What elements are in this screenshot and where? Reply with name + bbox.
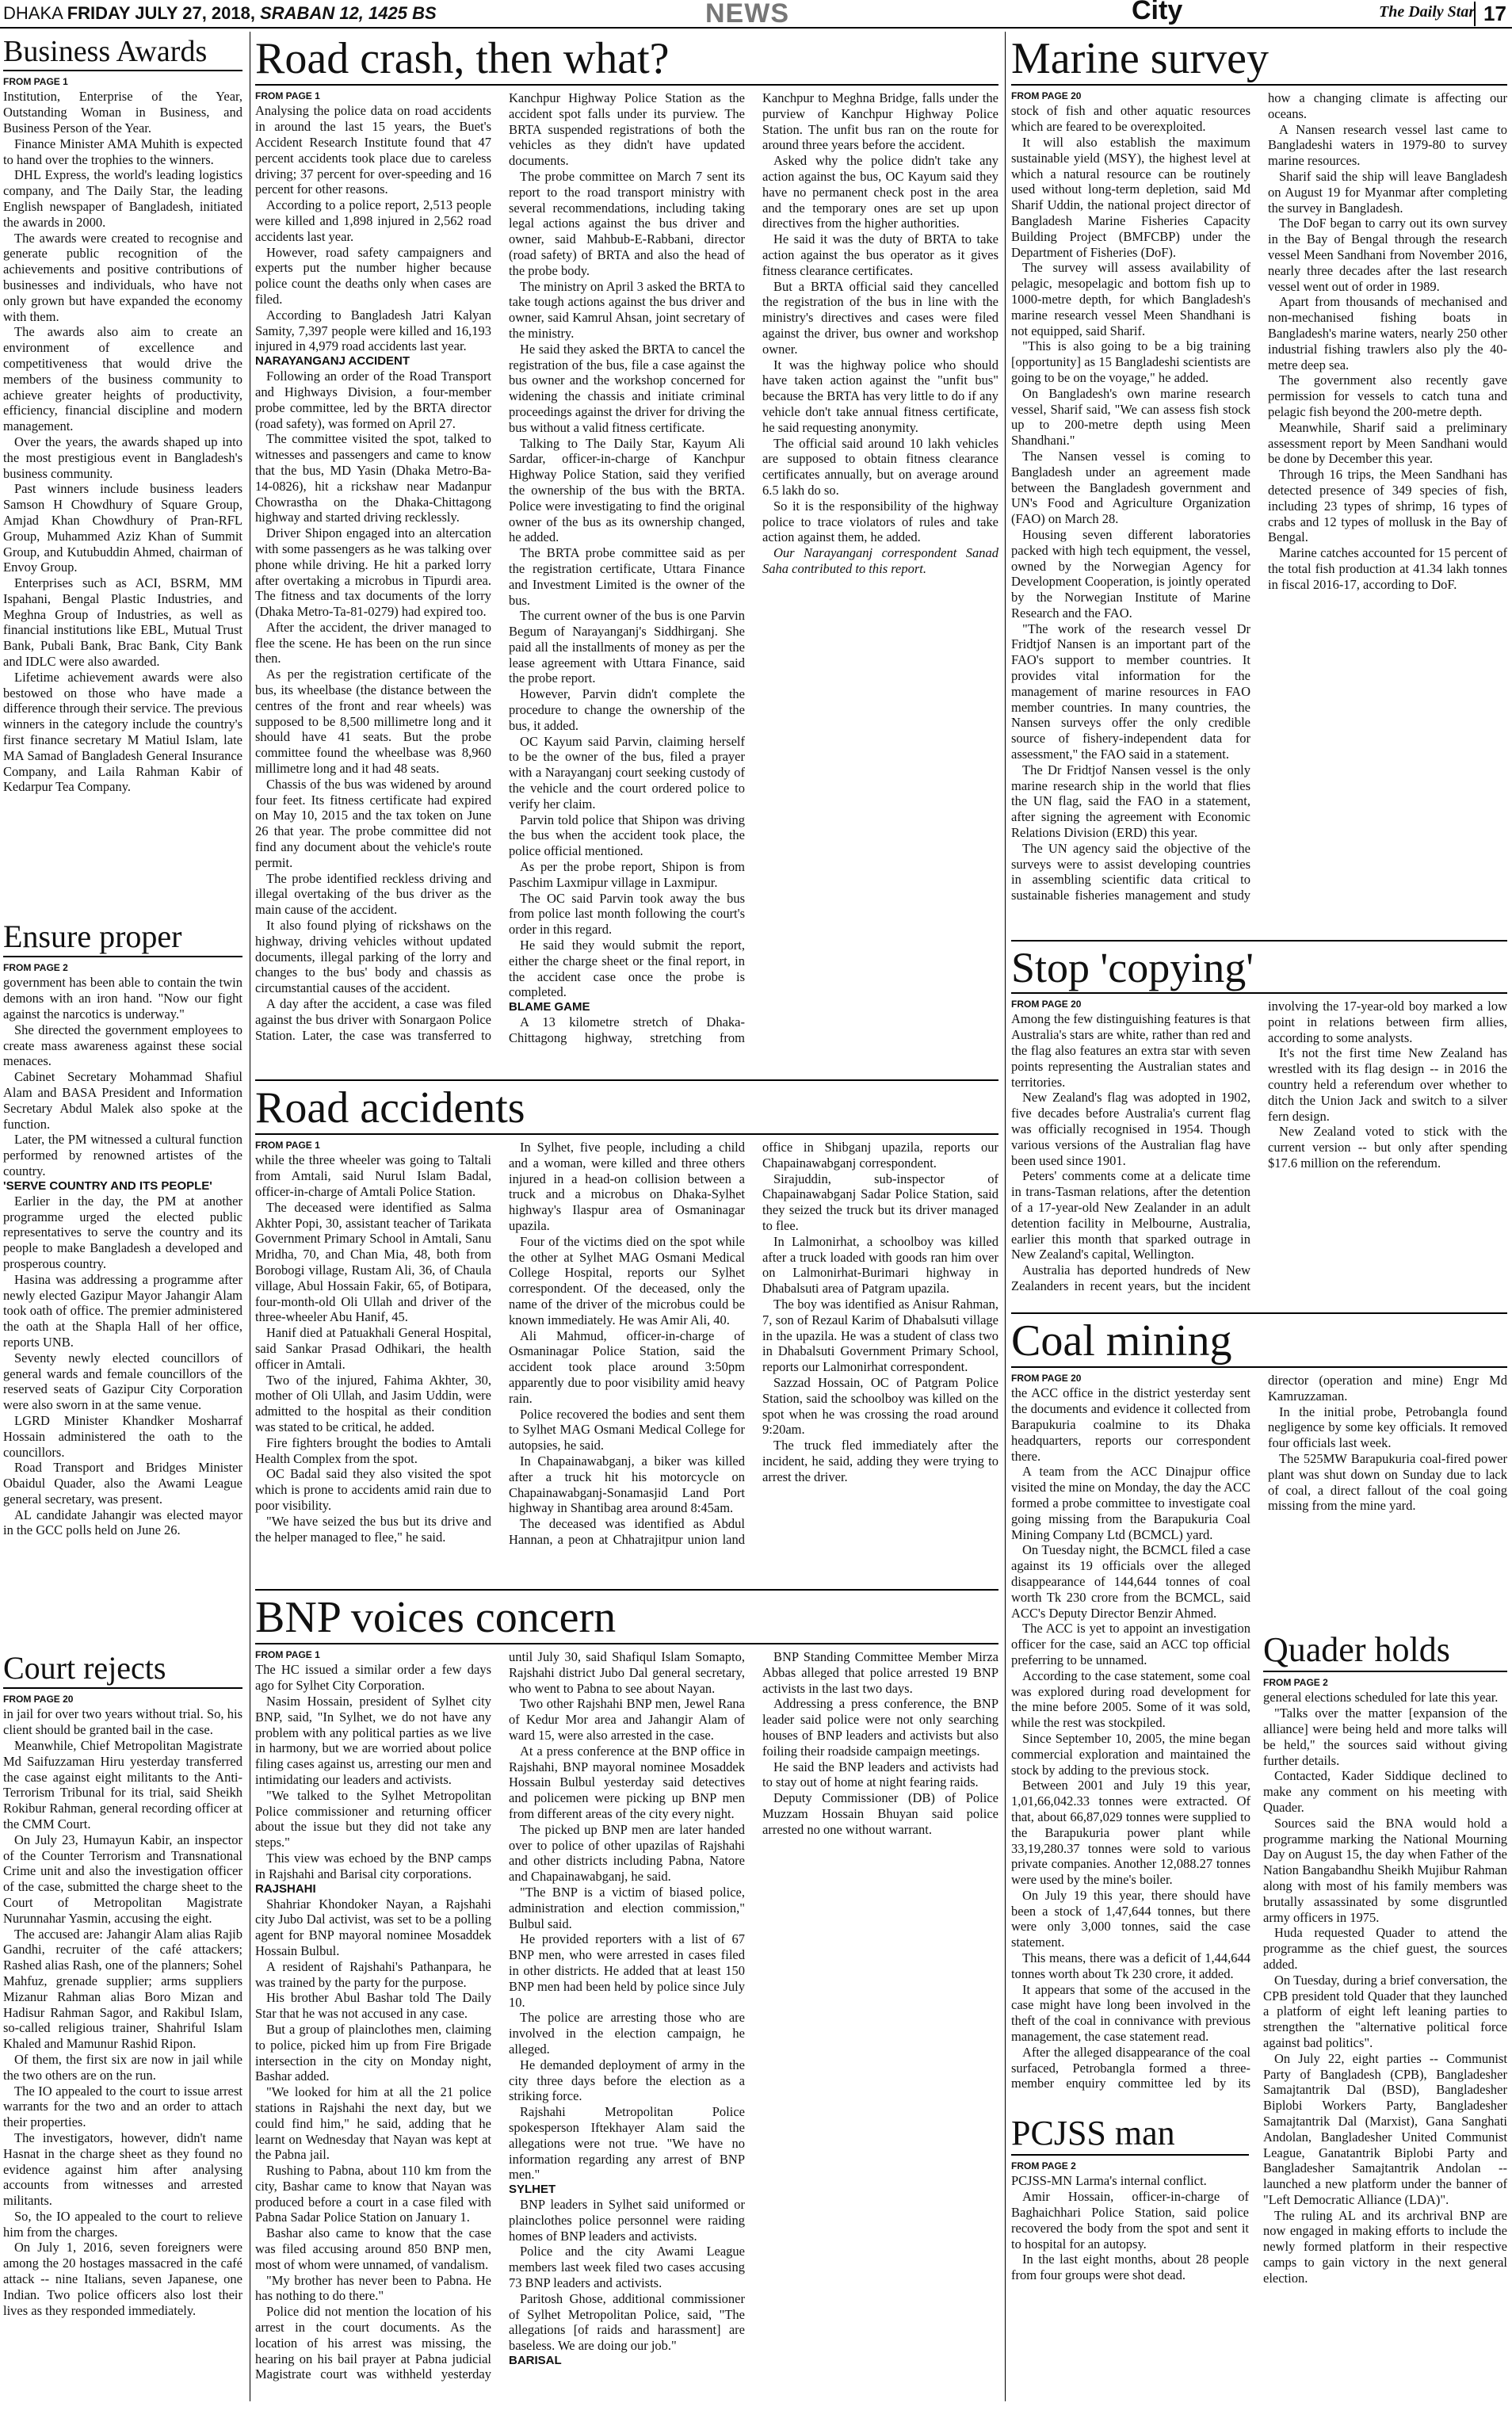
- paragraph: The picked up BNP men are later handed over to police of other upazilas of Rajshahi and other districts including Pabna, Natore and Chapainawabganj, he said.: [509, 1821, 745, 1885]
- paragraph: Sirajuddin, sub-inspector of Chapainawabganj Sadar Police Station, said they seized the truck but its driver managed to flee.: [762, 1171, 998, 1233]
- from-page-label: FROM PAGE 20: [1011, 999, 1082, 1010]
- subhead: SYLHET: [509, 2183, 556, 2197]
- paragraph: According to the case statement, some coal was explored during road development for the mine before 2005. Some of it was sold, while the rest was stockpiled.: [1011, 1667, 1250, 1731]
- story-ensure-proper: [3, 921, 242, 1646]
- paragraph: Road Transport and Bridges Minister Obaidul Quader, also the Awami League general secretary, was present.: [3, 1460, 242, 1507]
- paragraph: The ACC is yet to appoint an investigation officer for the case, said an ACC top official preferring to be unnamed.: [1011, 1621, 1250, 1667]
- paragraph: The probe identified reckless driving and illegal overtaking of the bus driver as the main cause of the accident.: [255, 870, 491, 918]
- story-body: [255, 1649, 998, 2394]
- paragraph: "Talks over the matter [expansion of the alliance] were being held and more talks will be held," the sources said without giving further details.: [1263, 1705, 1507, 1768]
- paragraph: In Sylhet, five people, including a child and a woman, were killed and three others injured in a head-on collision between a truck and a microbus on Dhaka-Sylhet highway's Ilaspur area of Osmaninagar upazila.: [509, 1140, 745, 1233]
- headline: Road accidents: [255, 1083, 525, 1133]
- paragraph: In the last eight months, about 28 people from four groups were shot dead.: [1011, 2252, 1249, 2283]
- paragraph: Amir Hossain, officer-in-charge of Baghaichhari Police Station, said police recovered the body from the spot and sent it to hospital for an autopsy.: [1011, 2189, 1249, 2252]
- from-page-label: FROM PAGE 1: [255, 1649, 320, 1660]
- paragraph: Two other Rajshahi BNP men, Jewel Rana of Kedur Mor area and Jahangir Alam of ward 15, were also arrested in the case.: [509, 1696, 745, 1743]
- from-page-label: FROM PAGE 1: [255, 1140, 320, 1151]
- paragraph: OC Kayum said Parvin, claiming herself to be the owner of the bus, filed a prayer with a Narayanganj court seeking custody of the vehicle and the court ordered police to verify her claim.: [509, 733, 745, 812]
- story-bnp-voices-concern: [255, 1589, 998, 2405]
- paragraph: Peters' comments come at a delicate time in trans-Tasman relations, after the detention of a 17-year-old New Zealander in an adult detention facility in Melbourne, Australia, earlier this month that sparked outrage in New Zealand's capital, Wellington.: [1011, 1168, 1250, 1262]
- paragraph: AL candidate Jahangir was elected mayor in the GCC polls held on June 26.: [3, 1507, 242, 1538]
- paragraph: The current owner of the bus is one Parvin Begum of Narayanganj's Siddhirganj. She paid all the installments of money as per the lease agreement with Uttara Finance, said the probe report.: [509, 608, 745, 686]
- subhead: BARISAL: [509, 2354, 562, 2368]
- paragraph: Nasim Hossain, president of Sylhet city BNP, said, "In Sylhet, we do not have any problem with any political parties as we live in harmony, but we are worried about police filing cases against us, arresting our men and intimidating our leaders and activists.: [255, 1693, 491, 1787]
- paragraph: stock of fish and other aquatic resources which are feared to be overexploited.: [1011, 103, 1250, 135]
- paragraph: The Dr Fridtjof Nansen vessel is the only marine research ship in the world that flies the UN flag, said the FAO in a statement, after signing the agreement with Economic Relations Division (ERD) this year.: [1011, 762, 1250, 841]
- story-body: [1011, 999, 1507, 1296]
- dateline-city: DHAKA: [3, 3, 63, 23]
- from-page-label: FROM PAGE 2: [1263, 1677, 1328, 1688]
- paragraph: So it is the responsibility of the highway police to trace violators of rules and take action against them, he added.: [762, 498, 998, 545]
- paragraph: In the initial probe, Petrobangla found negligence by some key officials. It removed four officials last week.: [1268, 1404, 1507, 1451]
- paragraph: Driver Shipon engaged into an altercation with some passengers as he was talking over phone while driving. He hit a parked lorry after overtaking a microbus in Tipurdi area. The fitness and tax documents of the lorry (Dhaka Metro-Ta-81-0279) had expired too.: [255, 525, 491, 620]
- paragraph: In Lalmonirhat, a schoolboy was killed after a truck loaded with goods ran him over on Lalmonirhat-Burimari highway in Dhabalsuti area of Patgram upazila.: [762, 1233, 998, 1297]
- paper-name: The Daily Star: [1379, 3, 1476, 21]
- paragraph: Police recovered the bodies and sent them to Sylhet MAG Osmani Medical College for autopsies, he said.: [509, 1406, 745, 1453]
- paragraph: He said they would submit the report, either the charge sheet or the final report, in the accident case once the probe is completed.: [509, 938, 745, 1000]
- paragraph: Marine catches accounted for 15 percent of the total fish production at 41.34 lakh tonnes in fiscal 2016-17, according to DoF.: [1268, 545, 1507, 592]
- paragraph: Chassis of the bus was widened by around four feet. Its fitness certificate had expired on May 10, 2015 and the tax token on June 26 that year. The probe committee did not find any document about the vehicle's route permit.: [255, 776, 491, 870]
- from-page-line: [3, 76, 242, 87]
- paragraph: The OC said Parvin took away the bus from police last month following the court's order in this regard.: [509, 890, 745, 938]
- paragraph: Between 2001 and July 19 this year, 1,01,66,042.33 tonnes were extracted. Of that, about 66,87,029 tonnes were supplied to the Barapukuria power plant while 33,19,280.37 tonnes were sold to various private companies. Another 12,088.27 tonnes were used by the mine's boiler.: [1011, 1778, 1250, 1888]
- paragraph: The Nansen vessel is coming to Bangladesh under an agreement made between the Bangladesh government and UN's Food and Agriculture Organization (FAO) on March 28.: [1011, 448, 1250, 527]
- story-body: [255, 90, 998, 1053]
- paragraph: On July 23, Humayun Kabir, an inspector of the Counter Terrorism and Transnational Crime unit and also the investigation officer of the case, submitted the charge sheet to the Court of Metropolitan Magistrate Nurunnahar Yasmin, accusing the eight.: [3, 1832, 242, 1926]
- byline-credit: Our Narayanganj correspondent Sanad Saha contributed to this report.: [762, 545, 998, 576]
- paragraph: The IO appealed to the court to issue arrest warrants for the two and an order to attach their properties.: [3, 2083, 242, 2130]
- headline: Marine survey: [1011, 36, 1270, 83]
- paragraph: The truck fled immediately after the incident, he said, adding they were trying to arrest the driver.: [762, 1438, 998, 1484]
- headline: Road crash, then what?: [255, 36, 670, 83]
- from-page-label: FROM PAGE 20: [1011, 90, 1082, 101]
- paragraph: Through 16 trips, the Meen Sandhani has detected presence of 349 species of fish, including 23 types of shrimp, 16 types of crabs and 12 types of mollusk in the Bay of Bengal.: [1268, 467, 1507, 545]
- paragraph: As per the probe report, Shipon is from Paschim Laxmipur village in Laxmipur.: [509, 859, 745, 890]
- section-city: City: [1132, 0, 1183, 25]
- paragraph: But a BRTA official said they cancelled the registration of the bus in line with the ministry's directives and cases were filed against the driver, bus owner and workshop owner.: [762, 278, 998, 357]
- paragraph: After the alleged disappearance of the coal surfaced, Petrobangla formed a three-member enquiry committee led by its director (operation and mine) Engr Md Kamruzzaman.: [1011, 1373, 1507, 2091]
- story-pcjss-man: [1011, 2116, 1249, 2405]
- paragraph: BNP Standing Committee Member Mirza Abbas alleged that police arrested 19 BNP activists in the last two days.: [762, 1649, 998, 1696]
- story-body: [3, 76, 242, 795]
- paragraph: LGRD Minister Khandker Mosharraf Hossain administered the oath to the councillors.: [3, 1412, 242, 1460]
- paragraph: Deputy Commissioner (DB) of Police Muzzam Hossain Bhuyan said police arrested no one without warrant.: [762, 1790, 998, 1837]
- from-page-line: [3, 962, 242, 973]
- paragraph: The awards also aim to create an environment of excellence and competitiveness that would drive the members of the business community to achieve greater heights of productivity, efficiency, financial discipline and modern management.: [3, 324, 242, 434]
- paragraph: He said the BNP leaders and activists had to stay out of home at night fearing raids.: [762, 1759, 998, 1790]
- paragraph: New Zealand's flag was adopted in 1902, five decades before Australia's current flag was officially recognised in 1954. Though various versions of the Australian flag have been used since 1901.: [1011, 1090, 1250, 1168]
- paragraph: According to Bangladesh Jatri Kalyan Samity, 7,397 people were killed and 16,193 injured in 4,979 road accidents last year.: [255, 307, 491, 354]
- paragraph: DHL Express, the world's leading logistics company, and The Daily Star, the leading English newspaper of Bangladesh, initiated the awards in 2000.: [3, 167, 242, 230]
- paragraph: A 13 kilometre stretch of Dhaka-Chittagong highway, stretching from Kanchpur to Meghna Bridge, falls under the purview of Kanchpur Highway Police Station. The unfit bus ran on the route for around three years before the accident.: [509, 90, 998, 1046]
- paragraph: New Zealand voted to stick with the current version -- but only after spending $17.6 million on the referendum.: [1268, 1124, 1507, 1171]
- from-page-line: [3, 1694, 242, 1705]
- from-page-line: [255, 1140, 491, 1151]
- page-number: 17: [1474, 2, 1506, 26]
- dateline: [3, 3, 437, 24]
- paragraph: Paritosh Ghose, additional commissioner of Sylhet Metropolitan Police, said, "The allegations [of raids and harassment] are baseless. We are doing our job.": [509, 2290, 745, 2354]
- paragraph: Police did not mention the location of his arrest in the court documents. As the location of his arrest was missing, the hearing on his bail prayer at Pabna judicial Magistrate court was withheld yesterday until July 30, said Shafiqul Islam Somapto, Rajshahi district Jubo Dal general secretary, who went to Pabna to see about Nayan.: [255, 1649, 745, 2382]
- section-news: NEWS: [705, 0, 789, 29]
- paragraph: Four of the victims died on the spot while the other at Sylhet MAG Osmani Medical College Hospital, reports our Sylhet correspondent. Of the deceased, only the name of the driver of the microbus could be known immediately. He was Amir Ali, 40.: [509, 1233, 745, 1327]
- paragraph: "The BNP is a victim of biased police, administration and election commission," Bulbul said.: [509, 1884, 745, 1931]
- paragraph: So, the IO appealed to the court to relieve him from the charges.: [3, 2208, 242, 2240]
- paragraph: Rushing to Pabna, about 110 km from the city, Bashar came to know that Nayan was produced before a court in a case filed with Pabna Sadar Police Station on January 1.: [255, 2163, 491, 2225]
- paragraph: government has been able to contain the twin demons with an iron hand. "Now our fight against the narcotics is underway.": [3, 975, 242, 1022]
- paragraph: A day after the accident, a case was filed against the bus driver with Sonargaon Police Station. Later, the case was transferred to Kanchpur Highway Police Station as the accident spot falls under its purview. The BRTA suspended registrations of both the vehicles as they didn't have updated documents.: [255, 90, 745, 1043]
- paragraph: Since September 10, 2005, the mine began commercial exploration and maintained the stock by adding to the previous stock.: [1011, 1730, 1250, 1778]
- paragraph: After the accident, the driver managed to flee the scene. He has been on the run since then.: [255, 619, 491, 667]
- paragraph: It appears that some of the accused in the case might have long been involved in the theft of the coal in connivance with previous management, the case statement read.: [1011, 1981, 1250, 2045]
- story-body: [1011, 2160, 1249, 2283]
- paragraph: Rajshahi Metropolitan Police spokesperson Iftekhayer Alam said the allegations were not true. "We have no information regarding any arrest of BNP men.": [509, 2104, 745, 2183]
- paragraph: BNP leaders in Sylhet said uniformed or plainclothes police personnel were raiding homes of BNP leaders and activists.: [509, 2197, 745, 2244]
- from-page-line: [1011, 2160, 1249, 2171]
- paragraph: Meanwhile, Sharif said a preliminary assessment report by Meen Sandhani would be done by December this year.: [1268, 419, 1507, 467]
- paragraph: Sources said the BNA would hold a programme marking the National Mourning Day on August 15, the day when Father of the Nation Bangabandhu Sheikh Mujibur Rahman along with most of his family members was brutally assassinated by some disgruntled army officers in 1975.: [1263, 1815, 1507, 1925]
- paragraph: The HC issued a similar order a few days ago for Sylhet City Corporation.: [255, 1662, 491, 1694]
- paragraph: The official said around 10 lakh vehicles are supposed to obtain fitness clearance certificates annually, but on average around 6.5 lakh do so.: [762, 435, 998, 498]
- paragraph: Contacted, Kader Siddique declined to make any comment on his meeting with Quader.: [1263, 1768, 1507, 1815]
- paragraph: Ali Mahmud, officer-in-charge of Osmaninagar Police Station, said the accident took place around 3:50pm apparently due to poor visibility amid heavy rain.: [509, 1327, 745, 1406]
- from-page-label: FROM PAGE 20: [1011, 1373, 1082, 1384]
- paragraph: The deceased were identified as Salma Akhter Popi, 30, assistant teacher of Tarikata Government Primary School in Amtali, Sanu Mridha, 70, and Chan Mia, 48, both from Borobogi village, Rustam Ali, 36, of Chaula village, Abul Hossain Fakir, 65, of Botipara, four-month-old Oli Ullah and driver of the three-wheeler Abu Hanif, 45.: [255, 1199, 491, 1325]
- story-body: [1011, 90, 1507, 919]
- paragraph: Hanif died at Patuakhali General Hospital, said Sankar Prasad Odhikari, the health officer in Amtali.: [255, 1325, 491, 1372]
- headline: Quader holds: [1263, 1633, 1450, 1669]
- paragraph: Meanwhile, Chief Metropolitan Magistrate Md Saifuzzaman Hiru yesterday transferred the case against eight militants to the Anti-Terrorism Tribunal for its trial, said Sheikh Rokibur Rahman, general recording officer at the CMM Court.: [3, 1737, 242, 1832]
- paragraph: On Bangladesh's own marine research vessel, Sharif said, "We can assess fish stock up to 200-metre depth using Meen Shandhani.": [1011, 385, 1250, 449]
- paragraph: Of them, the first six are now in jail while the two others are on the run.: [3, 2051, 242, 2083]
- from-page-line: [1011, 1373, 1250, 1384]
- paragraph: Housing seven different laboratories packed with high tech equipment, the vessel, owned by the Norwegian Agency for Development Cooperation, is jointly operated by the Norwegian Institute of Marine Research and the FAO.: [1011, 526, 1250, 621]
- story-road-accidents: [255, 1079, 998, 1579]
- paragraph: In Chapainawabganj, a biker was killed after a truck hit his motorcycle on Chapainawabganj-Sonamasjid Land Port highway in Shantibag area around 8:45am.: [509, 1453, 745, 1516]
- paragraph: The DoF began to carry out its own survey in the Bay of Bengal through the research vessel Meen Sandhani from November 2016, nearly three decades after the last research vessel went out of order in 1989.: [1268, 216, 1507, 294]
- paragraph: "We talked to the Sylhet Metropolitan Police commissioner and returning officer about the issue but they did not take any steps.": [255, 1787, 491, 1851]
- paragraph: Asked why the police didn't take any action against the bus, OC Kayum said they have no permanent check post in the area and the temporary ones are set up upon directives from the higher authorities.: [762, 153, 998, 231]
- from-page-label: FROM PAGE 1: [255, 90, 320, 101]
- from-page-line: [255, 90, 491, 101]
- story-body: [255, 1140, 998, 1568]
- paragraph: It will also establish the maximum sustainable yield (MSY), the highest level at which a natural resource can be routinely used without long-term depletion, said Md Sharif Uddin, the national project director of Bangladesh Marine Fisheries Capacity Building Project (BMFCBP) under the Department of Fisheries (DoF).: [1011, 134, 1250, 260]
- paragraph: Two of the injured, Fahima Akhter, 30, mother of Oli Ullah, and Jasim Uddin, were admitted to the hospital as their condition was stated to be critical, he added.: [255, 1372, 491, 1434]
- paragraph: A resident of Rajshahi's Pathanpara, he was trained by the party for the purpose.: [255, 1958, 491, 1990]
- paragraph: According to a police report, 2,513 people were killed and 1,898 injured in 2,562 road accidents last year.: [255, 197, 491, 244]
- from-page-line: [255, 1649, 491, 1660]
- paragraph: "The work of the research vessel Dr Fridtjof Nansen is an important part of the FAO's support to member countries. It provides vital information for the management of marine resources in FAO member countries. In many countries, the Nansen surveys offer the only credible source of fishery-independent data for assessment," the FAO said in a statement.: [1011, 621, 1250, 762]
- paragraph: It's not the first time New Zealand has wrestled with its flag design -- in 2016 the country held a referendum over whether to ditch the Union Jack and switch to a silver fern design.: [1268, 1045, 1507, 1124]
- paragraph: Parvin told police that Shipon was driving the bus when the accident took place, the police official mentioned.: [509, 812, 745, 859]
- paragraph: Over the years, the awards shaped up into the most prestigious event in Bangladesh's business community.: [3, 434, 242, 481]
- paragraph: The police are arresting those who are involved in the election campaign, he alleged.: [509, 2010, 745, 2057]
- paragraph: Hasina was addressing a programme after newly elected Gazipur Mayor Jahangir Alam took oath of office. The premier administered the oath at the Shapla Hall of her office, reports UNB.: [3, 1271, 242, 1350]
- paragraph: Sazzad Hossain, OC of Patgram Police Station, said the schoolboy was killed on the spot when he was crossing the road around 9:20am.: [762, 1374, 998, 1438]
- paragraph: He demanded deployment of army in the city three days before the election as a striking force.: [509, 2057, 745, 2104]
- dateline-bs: SRABAN 12, 1425 BS: [260, 3, 437, 23]
- paragraph: A Nansen research vessel last came to Bangladeshi waters in 1979-80 to survey marine resources.: [1268, 121, 1507, 169]
- paragraph: The investigators, however, didn't name Hasnat in the charge sheet as they found no evidence against him after analysing accounts from witnesses and arrested militants.: [3, 2129, 242, 2209]
- paragraph: Shahriar Khondoker Nayan, a Rajshahi city Jubo Dal activist, was set to be a polling agent for BNP mayoral nominee Mosaddek Hossain Bulbul.: [255, 1896, 491, 1958]
- subhead: NARAYANGANJ ACCIDENT: [255, 354, 410, 369]
- paragraph: At a press conference at the BNP office in Rajshahi, BNP mayoral nominee Mosaddek Hossain Bulbul yesterday said detectives and policemen were picking up BNP men from different areas of the city every night.: [509, 1743, 745, 1821]
- paragraph: Australia has deported hundreds of New Zealanders in recent years, but the incident involving the 17-year-old boy marked a low point in relations between firm allies, according to some analysts.: [1011, 999, 1507, 1293]
- story-body: [1263, 1677, 1507, 2286]
- paragraph: This view was echoed by the BNP camps in Rajshahi and Barisal city corporations.: [255, 1850, 491, 1881]
- story-body: [3, 1694, 242, 2318]
- from-page-label: FROM PAGE 2: [1011, 2160, 1076, 2171]
- story-marine-survey: [1011, 36, 1507, 932]
- paragraph: Fire fighters brought the bodies to Amtali Health Complex from the spot.: [255, 1434, 491, 1466]
- paragraph: It was the highway police who should have taken action against the "unfit bus" because the BRTA has very little to do if any vehicle don't take annual fitness certificate, he said requesting anonymity.: [762, 357, 998, 435]
- paragraph: "We have seized the bus but its drive and the helper managed to flee," he said.: [255, 1513, 491, 1545]
- paragraph: Talking to The Daily Star, Kayum Ali Sardar, officer-in-charge of Kanchpur Highway Police Station, said they verified the ownership of the bus with the BRTA. Police were investigating to find the original owner of the bus as its ownership changed, he added.: [509, 435, 745, 545]
- story-road-crash: [255, 36, 998, 1067]
- story-court-rejects: [3, 1652, 242, 2405]
- paragraph: "We looked for him at all the 21 police stations in Rajshahi the next day, but we could find him," he said, adding that he learnt on Wednesday that Nayan was kept at the Pabna jail.: [255, 2084, 491, 2163]
- paragraph: Finance Minister AMA Muhith is expected to hand over the trophies to the winners.: [3, 136, 242, 167]
- paragraph: It also found plying of rickshaws on the highway, driving vehicles without updated documents, illegal parking of the lorry and changes to the bus' body and chassis as circumstantial causes of the accident.: [255, 918, 491, 996]
- from-page-label: FROM PAGE 1: [3, 76, 68, 87]
- subhead: RAJSHAHI: [255, 1881, 316, 1896]
- from-page-line: [1011, 90, 1250, 101]
- paragraph: As per the registration certificate of the bus, its wheelbase (the distance between the centres of the front and rear wheels) was supposed to be 8,500 millimetre long and it should have 41 seats. But the probe committee found the wheelbase was 8,960 millimetre long and it had 48 seats.: [255, 667, 491, 777]
- paragraph: The 525MW Barapukuria coal-fired power plant was shut down on Sunday due to lack of coal, a direct fallout of the coal going missing from the mine yard.: [1268, 1450, 1507, 1514]
- story-business-awards: [3, 36, 242, 912]
- headline: PCJSS man: [1011, 2116, 1175, 2152]
- from-page-line: [1011, 999, 1250, 1010]
- paragraph: The survey will assess availability of pelagic, mesopelagic and bottom fish up to 1000-metre depth, for which Bangladesh's marine research vessel Meen Shandhani is not equipped, said Sharif.: [1011, 260, 1250, 338]
- paragraph: She directed the government employees to create mass awareness against these social menaces.: [3, 1022, 242, 1069]
- paragraph: Later, the PM witnessed a cultural function performed by renowned artistes of the country.: [3, 1132, 242, 1178]
- dateline-date: FRIDAY JULY 27, 2018,: [67, 3, 255, 23]
- paragraph: The ministry on April 3 asked the BRTA to take tough actions against the bus driver and owner, said Kamrul Ahsan, joint secretary of the ministry.: [509, 278, 745, 341]
- subhead: 'SERVE COUNTRY AND ITS PEOPLE': [3, 1178, 212, 1193]
- page-masthead: [0, 0, 1512, 29]
- paragraph: Lifetime achievement awards were also bestowed on those who have made a difference through their service. The previous winners in the category include the country's first finance secretary M Matiul Islam, late MA Samad of Bangladesh General Insurance Company, and Laila Rahman Kabir of Kedarpur Tea Company.: [3, 669, 242, 795]
- paragraph: This means, there was a deficit of 1,44,644 tonnes worth about Tk 230 crore, it added.: [1011, 1950, 1250, 1981]
- paragraph: He said they asked the BRTA to cancel the registration of the bus, file a case against the bus owner and the workshop concerned for widening the chassis and initiate criminal proceedings against the driver for driving the bus without a valid fitness certificate.: [509, 341, 745, 435]
- paragraph: However, Parvin didn't complete the procedure to change the ownership of the bus, it added.: [509, 686, 745, 733]
- from-page-label: FROM PAGE 2: [3, 962, 68, 973]
- paragraph: general elections scheduled for late this year.: [1263, 1690, 1499, 1705]
- paragraph: Sharif said the ship will leave Bangladesh on August 19 for Myanmar after completing the survey in Bangladesh.: [1268, 168, 1507, 216]
- paragraph: His brother Abul Bashar told The Daily Star that he was not accused in any case.: [255, 1990, 491, 2022]
- headline: Coal mining: [1011, 1316, 1232, 1366]
- story-stop-copying: [1011, 940, 1507, 1304]
- paragraph: He provided reporters with a list of 67 BNP men, who were arrested in cases filed in other districts. He added that at least 150 BNP men had been held by police since July 10.: [509, 1931, 745, 2010]
- paragraph: Institution, Enterprise of the Year, Outstanding Woman in Business, and Business Person of the Year.: [3, 89, 242, 136]
- paragraph: On July 22, eight parties -- Communist Party of Bangladesh (CPB), Bangladesher Samajtantrik Dal (BSD), Bangladesher Biplobi Workers Party, Bangladesher Samajtantrik Dal (Marxist), Gana Sanghati Andolan, Bangladesher United Communist League, Ganatantrik Biplobi Party and Bangladesher Samajtantrik Andolan -- launched a new platform under the banner of "Left Democratic Alliance (LDA)".: [1263, 2050, 1507, 2207]
- subhead: BLAME GAME: [509, 1000, 590, 1014]
- paragraph: The accused are: Jahangir Alam alias Rajib Gandhi, recruiter of the café attackers; Rashed alias Rash, one of the planners; Sohel Mahfuz, grenade supplier; arms suppliers Mizanur Rahman alias Boro Mizan and Hadisur Rahman Sagor, and Rakibul Islam, so-called religious trainer, Shahriful Islam Khaled and Mamunur Rashid Ripon.: [3, 1926, 242, 2052]
- paragraph: Analysing the police data on road accidents in around the last 15 years, the Buet's Accident Research Institute found that 47 percent accidents took place due to careless driving; 37 percent for over-speeding and 16 percent for other reasons.: [255, 103, 491, 197]
- headline: Stop 'copying': [1011, 944, 1254, 991]
- paragraph: Among the few distinguishing features is that Australia's stars are white, rather than red and the flag also features an extra star with seven points representing the Australian states and territories.: [1011, 1011, 1250, 1090]
- paragraph: while the three wheeler was going to Taltali from Amtali, said Nurul Islam Badal, officer-in-charge of Amtali Police Station.: [255, 1152, 491, 1199]
- paragraph: The deceased was identified as Abdul Hannan, a peon at Chhatrajitpur union land office in Shibganj upazila, reports our Chapainawabganj correspondent.: [509, 1140, 998, 1547]
- paragraph: A team from the ACC Dinajpur office visited the mine on Monday, the day the ACC formed a probe committee to investigate coal going missing from the Barapukuria Coal Mining Company Ltd (BCMCL) yard.: [1011, 1464, 1250, 1542]
- paragraph: On Tuesday night, the BCMCL filed a case against its 19 officials over the alleged disappearance of 144,644 tonnes of coal worth Tk 230 crore from the BCMCL, said ACC's Deputy Director Benzir Ahmed.: [1011, 1542, 1250, 1621]
- paragraph: The UN agency said the objective of the surveys were to assist developing countries in assembling scientific data critical to sustainable fisheries management and study how a changing climate is affecting our oceans.: [1011, 90, 1507, 903]
- paragraph: On July 1, 2016, seven foreigners were among the 20 hostages massacred in the café attack -- nine Italians, seven Japanese, one Indian. Two police officers also lost their lives as they responded immediately.: [3, 2240, 242, 2318]
- paragraph: Police and the city Awami League members last week filed two cases accusing 73 BNP leaders and activists.: [509, 2244, 745, 2291]
- paragraph: However, road safety campaigners and experts put the number higher because police count the deaths only when cases are filed.: [255, 244, 491, 307]
- headline: Business Awards: [3, 36, 208, 68]
- paragraph: the ACC office in the district yesterday sent the documents and evidence it collected from Barapukuria coalmine to its Dhaka headquarters, reports our correspondent there.: [1011, 1385, 1250, 1464]
- paragraph: The awards were created to recognise and generate public recognition of the achievements and positive contributions of businesses and individuals, who have not only grown but have expanded the economy with them.: [3, 230, 242, 324]
- paragraph: Earlier in the day, the PM at another programme urged the elected public representatives to serve the country and its people to make Bangladesh a developed and prosperous country.: [3, 1193, 242, 1271]
- paragraph: Bashar also came to know that the case was filed accusing around 850 BNP men, most of whom were unnamed, of vandalism.: [255, 2225, 491, 2272]
- paragraph: The boy was identified as Anisur Rahman, 7, son of Rezaul Karim of Dhabalsuti village in the upazila. He was a student of class two in Dhabalsuti Government Primary School, reports our Lalmonirhat correspondent.: [762, 1296, 998, 1375]
- paragraph: Huda requested Quader to attend the programme as the chief guest, the sources added.: [1263, 1925, 1507, 1972]
- paragraph: The probe committee on March 7 sent its report to the road transport ministry with several recommendations, including taking legal actions against the bus driver and owner, said Mahbub-E-Rabbani, director (road safety) of BRTA and also the head of the probe body.: [509, 168, 745, 278]
- paragraph: OC Badal said they also visited the spot which is prone to accidents amid rain due to poor visibility.: [255, 1466, 491, 1513]
- paragraph: in jail for over two years without trial. So, his client should be granted bail in the case.: [3, 1706, 242, 1738]
- paragraph: Enterprises such as ACI, BSRM, MM Ispahani, Bengal Plastic Industries, and Meghna Group of Industries, as well as financial institutions like EBL, Mutual Trust Bank, Pubali Bank, Brac Bank, City Bank and IDLC were also awarded.: [3, 575, 242, 670]
- paragraph: But a group of plainclothes men, claiming to police, picked him up from Fire Brigade intersection in the city on Monday night, Bashar added.: [255, 2021, 491, 2084]
- paragraph: The committee visited the spot, talked to witnesses and passengers and came to know that the bus, MD Yasin (Dhaka Metro-Ba-14-0826), hit a rickshaw near Madanpur Chowrastha on the Dhaka-Chittagong highway and started driving recklessly.: [255, 431, 491, 525]
- headline: Ensure proper: [3, 921, 182, 954]
- headline: BNP voices concern: [255, 1593, 617, 1642]
- from-page-label: FROM PAGE 20: [3, 1694, 74, 1705]
- paragraph: Cabinet Secretary Mohammad Shafiul Alam and BASA President and Information Secretary Abdul Malek also spoke at the function.: [3, 1069, 242, 1132]
- from-page-line: [1263, 1677, 1507, 1688]
- paragraph: Past winners include business leaders Samson H Chowdhury of Square Group, Amjad Khan Chowdhury of Pran-RFL Group, Muhammed Aziz Khan of Summit Group, and Kutubuddin Ahmed, chairman of Envoy Group.: [3, 481, 242, 575]
- paragraph: On July 19 this year, there should have been a stock of 1,47,644 tonnes, but there were only 3,000 tonnes, said the case statement.: [1011, 1887, 1250, 1950]
- paragraph: On Tuesday, during a brief conversation, the CPB president told Quader that they launched a platform of eight left leaning parties to strengthen the "alternative political force against bad politics".: [1263, 1972, 1507, 2050]
- paragraph: Following an order of the Road Transport and Highways Division, a four-member probe committee, led by the BRTA director (road safety), was formed on April 27.: [255, 369, 491, 431]
- paragraph: PCJSS-MN Larma's internal conflict.: [1011, 2173, 1207, 2189]
- column-divider: [1005, 32, 1006, 2401]
- paragraph: Seventy newly elected councillors of general wards and female councillors of the reserved seats of Gazipur City Corporation were also sworn in at the same venue.: [3, 1350, 242, 1413]
- paragraph: The BRTA probe committee said as per the registration certificate, Uttara Finance and Investment Limited is the owner of the bus.: [509, 545, 745, 608]
- paragraph: He said it was the duty of BRTA to take action against the bus operator as it gives fitness clearance certificates.: [762, 231, 998, 278]
- headline: Court rejects: [3, 1652, 166, 1686]
- paragraph: Apart from thousands of mechanised and non-mechanised fishing boats in Bangladesh's marine waters, nearly 250 other industrial fishing trawlers also ply the 40-metre deep sea.: [1268, 294, 1507, 372]
- paragraph: The ruling AL and its archrival BNP are now engaged in making efforts to include the newly formed platform in their respective camps to gain victory in the next general election.: [1263, 2207, 1507, 2286]
- paragraph: The government also recently gave permission for vessels to catch tuna and pelagic fish beyond the 200-metre depth.: [1268, 372, 1507, 419]
- paragraph: "This is also going to be a big training [opportunity] as 15 Bangladeshi scientists are going to be on the voyage," he added.: [1011, 338, 1250, 385]
- paragraph: Addressing a press conference, the BNP leader said police were not only searching houses of BNP leaders and activists but also foiling their roadside campaign meetings.: [762, 1696, 998, 1759]
- paragraph: "My brother has never been to Pabna. He has nothing to do there.": [255, 2272, 491, 2304]
- story-quader-holds: [1263, 1633, 1507, 2405]
- story-body: [3, 962, 242, 1538]
